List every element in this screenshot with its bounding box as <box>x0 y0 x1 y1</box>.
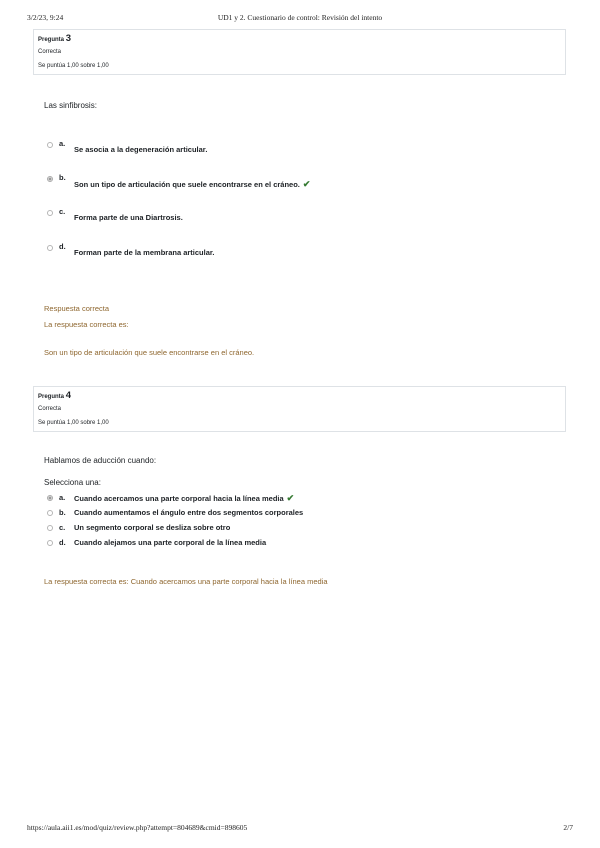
print-footer <box>0 823 600 835</box>
question-4-text: Hablamos de aducción cuando: <box>44 456 157 465</box>
question-3-number: 3 <box>65 33 71 44</box>
correct-check-icon: ✔ <box>286 493 295 503</box>
question-3-feedback-general: Respuesta correcta <box>44 304 110 313</box>
question-3-right-answer-label: La respuesta correcta es: <box>44 320 129 329</box>
radio-button[interactable] <box>47 525 53 531</box>
question-4-info <box>33 386 566 432</box>
question-3-info <box>33 29 566 75</box>
question-3-label: Pregunta 3 <box>38 33 71 44</box>
correct-check-icon: ✔ <box>302 179 311 189</box>
question-3-grade: Se puntúa 1,00 sobre 1,00 <box>38 63 109 69</box>
print-datetime: 3/2/23, 9:24 <box>27 13 64 22</box>
radio-button[interactable] <box>47 510 53 516</box>
question-4-prompt: Selecciona una: <box>44 478 101 487</box>
radio-button[interactable] <box>47 540 53 546</box>
question-4-grade: Se puntúa 1,00 sobre 1,00 <box>38 420 109 426</box>
radio-button[interactable] <box>47 210 53 216</box>
question-4-label: Pregunta 4 <box>38 390 71 401</box>
radio-button-selected[interactable] <box>47 495 53 501</box>
question-3-right-answer: Son un tipo de articulación que suele encontrarse en el cráneo. <box>44 348 255 357</box>
radio-button[interactable] <box>47 142 53 148</box>
print-page-number: 2/7 <box>563 823 573 832</box>
print-page-title: UD1 y 2. Cuestionario de control: Revisión del intento <box>217 13 383 22</box>
question-4-state: Correcta <box>38 406 62 412</box>
question-4-number: 4 <box>65 390 71 401</box>
radio-button-selected[interactable] <box>47 176 53 182</box>
print-url: https://aula.aii1.es/mod/quiz/review.php?attempt=804689&cmid=898605 <box>27 823 248 832</box>
question-4-right-answer: La respuesta correcta es: Cuando acercamos una parte corporal hacia la línea media <box>44 577 328 586</box>
question-3-text: Las sinfibrosis: <box>44 101 97 110</box>
print-header <box>0 13 600 25</box>
question-3-state: Correcta <box>38 49 62 55</box>
radio-button[interactable] <box>47 245 53 251</box>
